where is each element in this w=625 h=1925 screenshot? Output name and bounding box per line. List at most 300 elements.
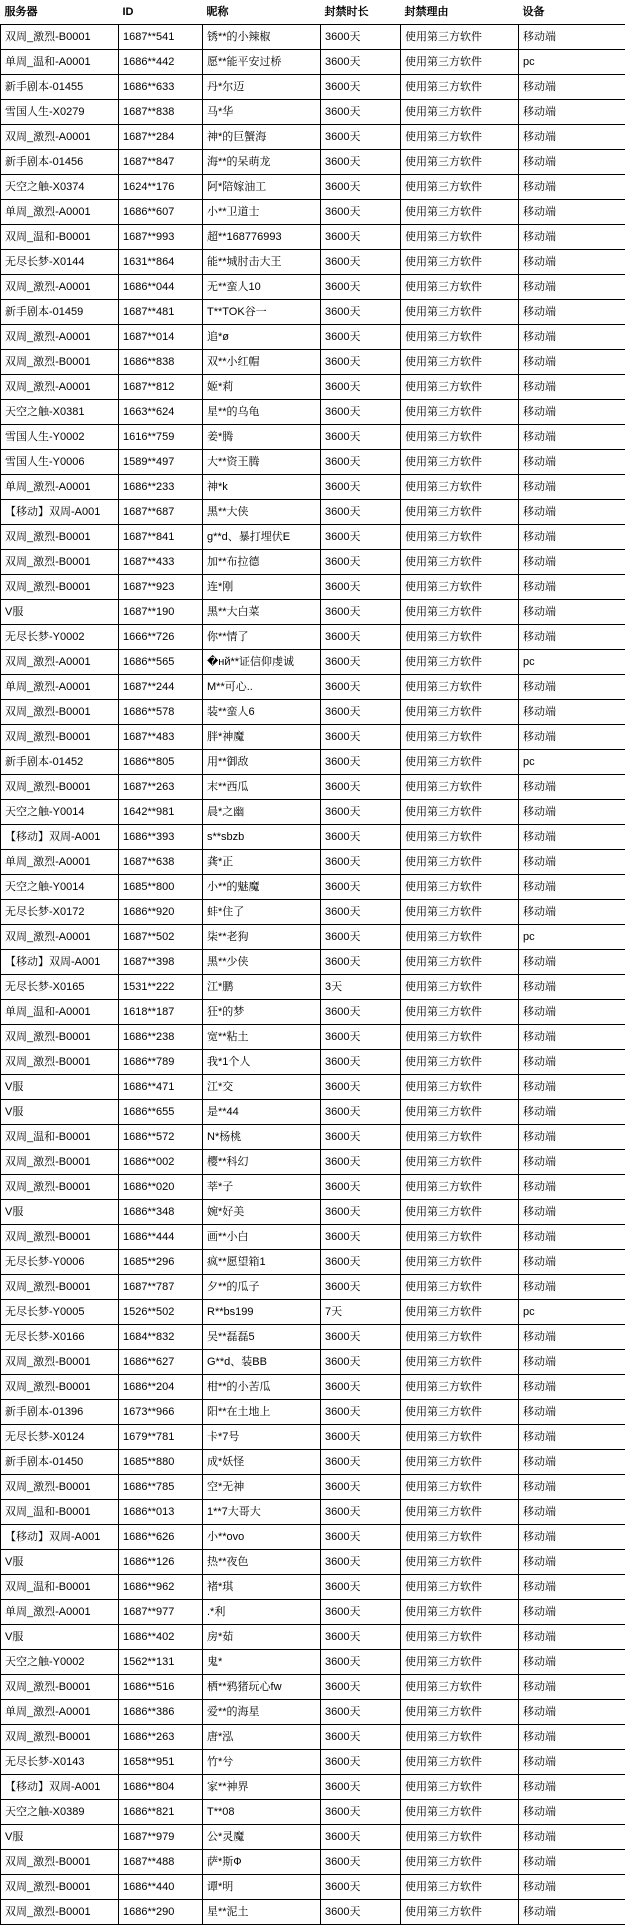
- cell-server: 单周_激烈-A0001: [1, 200, 119, 225]
- cell-server: 双周_激烈-B0001: [1, 775, 119, 800]
- cell-device: 移动端: [519, 150, 625, 175]
- cell-id: 1687**979: [119, 1825, 203, 1850]
- cell-duration: 3600天: [321, 775, 401, 800]
- cell-id: 1686**386: [119, 1700, 203, 1725]
- cell-duration: 3天: [321, 975, 401, 1000]
- cell-nickname: 婉*好美: [203, 1200, 321, 1225]
- table-row: [1, 925, 625, 950]
- cell-device: 移动端: [519, 825, 625, 850]
- table-row: [1, 1275, 625, 1300]
- table-row: [1, 125, 625, 150]
- cell-device: 移动端: [519, 900, 625, 925]
- cell-id: 1685**880: [119, 1450, 203, 1475]
- cell-id: 1687**481: [119, 300, 203, 325]
- cell-device: 移动端: [519, 1100, 625, 1125]
- cell-nickname: s**sbzb: [203, 825, 321, 850]
- cell-duration: 7天: [321, 1300, 401, 1325]
- cell-device: pc: [519, 650, 625, 675]
- table-row: [1, 1475, 625, 1500]
- cell-reason: 使用第三方软件: [401, 1675, 519, 1700]
- cell-nickname: 神*的巨蟹海: [203, 125, 321, 150]
- cell-device: 移动端: [519, 500, 625, 525]
- cell-id: 1686**838: [119, 350, 203, 375]
- cell-device: 移动端: [519, 1750, 625, 1775]
- cell-nickname: 你**情了: [203, 625, 321, 650]
- cell-reason: 使用第三方软件: [401, 1700, 519, 1725]
- table-row: [1, 1100, 625, 1125]
- cell-nickname: 画**小白: [203, 1225, 321, 1250]
- cell-duration: 3600天: [321, 1000, 401, 1025]
- cell-reason: 使用第三方软件: [401, 1250, 519, 1275]
- table-row: [1, 275, 625, 300]
- cell-id: 1686**013: [119, 1500, 203, 1525]
- cell-id: 1686**393: [119, 825, 203, 850]
- cell-duration: 3600天: [321, 700, 401, 725]
- cell-reason: 使用第三方软件: [401, 800, 519, 825]
- cell-device: 移动端: [519, 1350, 625, 1375]
- cell-server: 雪国人生-Y0002: [1, 425, 119, 450]
- table-row: [1, 1825, 625, 1850]
- cell-reason: 使用第三方软件: [401, 25, 519, 50]
- cell-nickname: 姬*莉: [203, 375, 321, 400]
- table-row: [1, 725, 625, 750]
- cell-server: 双周_激烈-B0001: [1, 1725, 119, 1750]
- cell-duration: 3600天: [321, 125, 401, 150]
- cell-nickname: 家**神界: [203, 1775, 321, 1800]
- cell-device: 移动端: [519, 300, 625, 325]
- cell-nickname: 我*1个人: [203, 1050, 321, 1075]
- cell-duration: 3600天: [321, 325, 401, 350]
- cell-nickname: 柑**的小苦瓜: [203, 1375, 321, 1400]
- cell-id: 1686**126: [119, 1550, 203, 1575]
- cell-nickname: 愿**能平安过桥: [203, 50, 321, 75]
- table-row: [1, 1125, 625, 1150]
- cell-server: 天空之触-Y0002: [1, 1650, 119, 1675]
- cell-reason: 使用第三方软件: [401, 1175, 519, 1200]
- cell-duration: 3600天: [321, 1550, 401, 1575]
- cell-device: 移动端: [519, 325, 625, 350]
- cell-server: 单周_激烈-A0001: [1, 850, 119, 875]
- cell-reason: 使用第三方软件: [401, 600, 519, 625]
- cell-reason: 使用第三方软件: [401, 1650, 519, 1675]
- cell-id: 1687**263: [119, 775, 203, 800]
- cell-reason: 使用第三方软件: [401, 1025, 519, 1050]
- cell-server: 双周_激烈-B0001: [1, 1025, 119, 1050]
- cell-server: 【移动】双周-A001: [1, 825, 119, 850]
- cell-reason: 使用第三方软件: [401, 1600, 519, 1625]
- cell-reason: 使用第三方软件: [401, 950, 519, 975]
- cell-id: 1687**433: [119, 550, 203, 575]
- cell-device: 移动端: [519, 1775, 625, 1800]
- cell-duration: 3600天: [321, 200, 401, 225]
- cell-id: 1618**187: [119, 1000, 203, 1025]
- cell-nickname: 黑**少侠: [203, 950, 321, 975]
- cell-reason: 使用第三方软件: [401, 350, 519, 375]
- cell-server: 无尽长梦-Y0002: [1, 625, 119, 650]
- cell-duration: 3600天: [321, 475, 401, 500]
- cell-server: 双周_激烈-B0001: [1, 1850, 119, 1875]
- cell-server: 单周_激烈-A0001: [1, 675, 119, 700]
- table-row: [1, 300, 625, 325]
- cell-device: 移动端: [519, 1825, 625, 1850]
- cell-id: 1687**190: [119, 600, 203, 625]
- cell-id: 1624**176: [119, 175, 203, 200]
- table-row: [1, 450, 625, 475]
- cell-reason: 使用第三方软件: [401, 775, 519, 800]
- cell-device: 移动端: [519, 1250, 625, 1275]
- cell-duration: 3600天: [321, 1900, 401, 1925]
- cell-server: 双周_激烈-B0001: [1, 1175, 119, 1200]
- cell-reason: 使用第三方软件: [401, 1450, 519, 1475]
- cell-nickname: 锈**的小辣椒: [203, 25, 321, 50]
- cell-reason: 使用第三方软件: [401, 1300, 519, 1325]
- table-row: [1, 1875, 625, 1900]
- cell-nickname: G**d、装BB: [203, 1350, 321, 1375]
- cell-duration: 3600天: [321, 1050, 401, 1075]
- table-row: [1, 1425, 625, 1450]
- cell-server: 新手剧本-01396: [1, 1400, 119, 1425]
- cell-id: 1686**565: [119, 650, 203, 675]
- cell-nickname: 龚*正: [203, 850, 321, 875]
- cell-reason: 使用第三方软件: [401, 850, 519, 875]
- cell-reason: 使用第三方软件: [401, 1200, 519, 1225]
- cell-reason: 使用第三方软件: [401, 225, 519, 250]
- cell-device: 移动端: [519, 1875, 625, 1900]
- cell-device: 移动端: [519, 100, 625, 125]
- table-row: [1, 550, 625, 575]
- cell-nickname: 丹*尔迈: [203, 75, 321, 100]
- cell-server: 双周_激烈-A0001: [1, 650, 119, 675]
- table-row: [1, 200, 625, 225]
- cell-server: 双周_激烈-B0001: [1, 25, 119, 50]
- cell-reason: 使用第三方软件: [401, 1075, 519, 1100]
- table-row: [1, 950, 625, 975]
- cell-nickname: 房*茹: [203, 1625, 321, 1650]
- cell-nickname: 大**资王腾: [203, 450, 321, 475]
- cell-duration: 3600天: [321, 825, 401, 850]
- cell-duration: 3600天: [321, 1625, 401, 1650]
- cell-reason: 使用第三方软件: [401, 675, 519, 700]
- cell-server: 双周_激烈-B0001: [1, 1150, 119, 1175]
- cell-server: 双周_激烈-B0001: [1, 1900, 119, 1925]
- cell-id: 1686**804: [119, 1775, 203, 1800]
- table-row: [1, 75, 625, 100]
- cell-device: 移动端: [519, 175, 625, 200]
- table-row: [1, 850, 625, 875]
- cell-id: 1673**966: [119, 1400, 203, 1425]
- cell-device: 移动端: [519, 575, 625, 600]
- cell-nickname: �нй**证信仰虔诚: [203, 650, 321, 675]
- table-row: [1, 775, 625, 800]
- cell-device: 移动端: [519, 25, 625, 50]
- table-row: [1, 625, 625, 650]
- cell-server: 单周_激烈-A0001: [1, 1700, 119, 1725]
- cell-device: 移动端: [519, 1675, 625, 1700]
- cell-duration: 3600天: [321, 150, 401, 175]
- cell-nickname: 唐*泓: [203, 1725, 321, 1750]
- cell-server: 天空之触-X0389: [1, 1800, 119, 1825]
- table-row: [1, 1775, 625, 1800]
- cell-server: 单周_激烈-A0001: [1, 1600, 119, 1625]
- cell-reason: 使用第三方软件: [401, 450, 519, 475]
- cell-reason: 使用第三方软件: [401, 1750, 519, 1775]
- cell-id: 1686**233: [119, 475, 203, 500]
- cell-duration: 3600天: [321, 1275, 401, 1300]
- cell-nickname: 用**御敌: [203, 750, 321, 775]
- cell-id: 1679**781: [119, 1425, 203, 1450]
- cell-device: 移动端: [519, 1475, 625, 1500]
- cell-nickname: 褚*琪: [203, 1575, 321, 1600]
- cell-duration: 3600天: [321, 1425, 401, 1450]
- cell-nickname: 公*灵魔: [203, 1825, 321, 1850]
- cell-nickname: 莘*子: [203, 1175, 321, 1200]
- cell-id: 1684**832: [119, 1325, 203, 1350]
- cell-server: 双周_激烈-B0001: [1, 1675, 119, 1700]
- cell-nickname: 江*鹏: [203, 975, 321, 1000]
- cell-nickname: 小**的魅魔: [203, 875, 321, 900]
- cell-id: 1686**440: [119, 1875, 203, 1900]
- cell-reason: 使用第三方软件: [401, 925, 519, 950]
- cell-device: 移动端: [519, 1325, 625, 1350]
- cell-server: 无尽长梦-X0144: [1, 250, 119, 275]
- cell-duration: 3600天: [321, 175, 401, 200]
- cell-reason: 使用第三方软件: [401, 725, 519, 750]
- table-row: [1, 525, 625, 550]
- cell-nickname: 成*妖怪: [203, 1450, 321, 1475]
- cell-reason: 使用第三方软件: [401, 1900, 519, 1925]
- cell-server: 双周_温和-B0001: [1, 1500, 119, 1525]
- cell-nickname: 1**7大哥大: [203, 1500, 321, 1525]
- cell-reason: 使用第三方软件: [401, 500, 519, 525]
- table-row: [1, 250, 625, 275]
- cell-nickname: T**TOK谷一: [203, 300, 321, 325]
- cell-device: 移动端: [519, 1900, 625, 1925]
- cell-reason: 使用第三方软件: [401, 750, 519, 775]
- cell-id: 1531**222: [119, 975, 203, 1000]
- cell-duration: 3600天: [321, 925, 401, 950]
- cell-nickname: 柒**老狗: [203, 925, 321, 950]
- cell-reason: 使用第三方软件: [401, 75, 519, 100]
- cell-nickname: 蚌*住了: [203, 900, 321, 925]
- cell-duration: 3600天: [321, 525, 401, 550]
- cell-device: 移动端: [519, 1150, 625, 1175]
- cell-nickname: 卡*7号: [203, 1425, 321, 1450]
- cell-reason: 使用第三方软件: [401, 1625, 519, 1650]
- cell-id: 1686**516: [119, 1675, 203, 1700]
- table-row: [1, 225, 625, 250]
- cell-server: 新手剧本-01459: [1, 300, 119, 325]
- cell-device: 移动端: [519, 1725, 625, 1750]
- cell-nickname: 吴**磊磊5: [203, 1325, 321, 1350]
- cell-nickname: 萨*斯Ф: [203, 1850, 321, 1875]
- cell-duration: 3600天: [321, 675, 401, 700]
- cell-duration: 3600天: [321, 1475, 401, 1500]
- table-row: [1, 875, 625, 900]
- cell-device: 移动端: [519, 1700, 625, 1725]
- table-row: [1, 1650, 625, 1675]
- cell-server: 无尽长梦-X0124: [1, 1425, 119, 1450]
- cell-nickname: 星**泥土: [203, 1900, 321, 1925]
- cell-device: 移动端: [519, 1375, 625, 1400]
- cell-server: 双周_温和-B0001: [1, 1575, 119, 1600]
- cell-nickname: 狂*的梦: [203, 1000, 321, 1025]
- cell-server: 双周_激烈-B0001: [1, 575, 119, 600]
- table-row: [1, 1550, 625, 1575]
- table-row: [1, 1600, 625, 1625]
- cell-device: 移动端: [519, 600, 625, 625]
- cell-nickname: g**d、暴打埋伏E: [203, 525, 321, 550]
- cell-server: 【移动】双周-A001: [1, 1775, 119, 1800]
- table-row: [1, 1050, 625, 1075]
- table-row: [1, 1450, 625, 1475]
- cell-nickname: 宽**粘土: [203, 1025, 321, 1050]
- cell-duration: 3600天: [321, 250, 401, 275]
- table-row: [1, 600, 625, 625]
- cell-reason: 使用第三方软件: [401, 125, 519, 150]
- cell-duration: 3600天: [321, 275, 401, 300]
- cell-device: 移动端: [519, 1525, 625, 1550]
- cell-server: 单周_激烈-A0001: [1, 475, 119, 500]
- cell-device: 移动端: [519, 275, 625, 300]
- cell-id: 1686**607: [119, 200, 203, 225]
- cell-nickname: 追*ø: [203, 325, 321, 350]
- cell-duration: 3600天: [321, 350, 401, 375]
- cell-id: 1687**638: [119, 850, 203, 875]
- cell-reason: 使用第三方软件: [401, 475, 519, 500]
- cell-nickname: 装**蛮人6: [203, 700, 321, 725]
- cell-device: pc: [519, 50, 625, 75]
- cell-id: 1685**800: [119, 875, 203, 900]
- cell-id: 1686**805: [119, 750, 203, 775]
- cell-id: 1687**398: [119, 950, 203, 975]
- cell-reason: 使用第三方软件: [401, 175, 519, 200]
- cell-duration: 3600天: [321, 1075, 401, 1100]
- table-row: [1, 350, 625, 375]
- cell-id: 1687**977: [119, 1600, 203, 1625]
- cell-device: 移动端: [519, 350, 625, 375]
- cell-id: 1687**244: [119, 675, 203, 700]
- cell-reason: 使用第三方软件: [401, 650, 519, 675]
- cell-nickname: 谭*明: [203, 1875, 321, 1900]
- cell-server: 天空之触-Y0014: [1, 800, 119, 825]
- cell-nickname: 星**的乌龟: [203, 400, 321, 425]
- cell-server: 双周_激烈-B0001: [1, 1050, 119, 1075]
- cell-server: 天空之触-X0374: [1, 175, 119, 200]
- table-row: [1, 900, 625, 925]
- cell-device: 移动端: [519, 75, 625, 100]
- cell-device: 移动端: [519, 1000, 625, 1025]
- cell-duration: 3600天: [321, 1350, 401, 1375]
- cell-duration: 3600天: [321, 1600, 401, 1625]
- cell-server: 双周_激烈-B0001: [1, 550, 119, 575]
- cell-id: 1687**502: [119, 925, 203, 950]
- table-row: [1, 400, 625, 425]
- cell-duration: 3600天: [321, 1325, 401, 1350]
- cell-duration: 3600天: [321, 550, 401, 575]
- cell-nickname: 超**168776993: [203, 225, 321, 250]
- cell-nickname: 小**卫道士: [203, 200, 321, 225]
- cell-duration: 3600天: [321, 1125, 401, 1150]
- cell-id: 1686**578: [119, 700, 203, 725]
- cell-device: 移动端: [519, 775, 625, 800]
- cell-duration: 3600天: [321, 850, 401, 875]
- cell-device: 移动端: [519, 1025, 625, 1050]
- table-row: [1, 175, 625, 200]
- cell-server: 双周_激烈-B0001: [1, 1350, 119, 1375]
- cell-id: 1658**951: [119, 1750, 203, 1775]
- cell-id: 1687**483: [119, 725, 203, 750]
- table-row: [1, 1250, 625, 1275]
- cell-id: 1687**923: [119, 575, 203, 600]
- cell-duration: 3600天: [321, 1025, 401, 1050]
- cell-server: 双周_激烈-B0001: [1, 1225, 119, 1250]
- cell-duration: 3600天: [321, 225, 401, 250]
- cell-duration: 3600天: [321, 1775, 401, 1800]
- cell-nickname: M**可心..: [203, 675, 321, 700]
- cell-id: 1631**864: [119, 250, 203, 275]
- cell-server: 无尽长梦-X0172: [1, 900, 119, 925]
- cell-reason: 使用第三方软件: [401, 525, 519, 550]
- cell-id: 1686**627: [119, 1350, 203, 1375]
- table-row: [1, 1750, 625, 1775]
- cell-server: 无尽长梦-X0165: [1, 975, 119, 1000]
- cell-reason: 使用第三方软件: [401, 1475, 519, 1500]
- cell-device: 移动端: [519, 950, 625, 975]
- cell-duration: 3600天: [321, 1250, 401, 1275]
- cell-id: 1686**290: [119, 1900, 203, 1925]
- cell-device: 移动端: [519, 1600, 625, 1625]
- cell-device: 移动端: [519, 1800, 625, 1825]
- cell-reason: 使用第三方软件: [401, 1725, 519, 1750]
- cell-nickname: 热**夜色: [203, 1550, 321, 1575]
- table-row: [1, 1500, 625, 1525]
- cell-id: 1562**131: [119, 1650, 203, 1675]
- cell-server: 双周_激烈-B0001: [1, 1875, 119, 1900]
- cell-device: 移动端: [519, 1400, 625, 1425]
- table-row: [1, 1175, 625, 1200]
- cell-duration: 3600天: [321, 1725, 401, 1750]
- cell-duration: 3600天: [321, 1850, 401, 1875]
- cell-duration: 3600天: [321, 800, 401, 825]
- cell-id: 1686**402: [119, 1625, 203, 1650]
- cell-device: 移动端: [519, 1850, 625, 1875]
- cell-id: 1526**502: [119, 1300, 203, 1325]
- cell-device: 移动端: [519, 1450, 625, 1475]
- table-row: [1, 1625, 625, 1650]
- cell-id: 1686**785: [119, 1475, 203, 1500]
- cell-device: 移动端: [519, 1550, 625, 1575]
- cell-server: 双周_激烈-B0001: [1, 700, 119, 725]
- column-header-device: 设备: [519, 0, 625, 25]
- cell-id: 1687**812: [119, 375, 203, 400]
- cell-server: 单周_温和-A0001: [1, 50, 119, 75]
- cell-id: 1687**847: [119, 150, 203, 175]
- cell-duration: 3600天: [321, 1650, 401, 1675]
- cell-id: 1666**726: [119, 625, 203, 650]
- cell-reason: 使用第三方软件: [401, 400, 519, 425]
- cell-id: 1686**044: [119, 275, 203, 300]
- cell-server: 单周_温和-A0001: [1, 1000, 119, 1025]
- cell-server: 无尽长梦-Y0006: [1, 1250, 119, 1275]
- cell-device: 移动端: [519, 1625, 625, 1650]
- table-row: [1, 575, 625, 600]
- cell-duration: 3600天: [321, 950, 401, 975]
- cell-duration: 3600天: [321, 725, 401, 750]
- cell-nickname: 空*无神: [203, 1475, 321, 1500]
- cell-device: 移动端: [519, 550, 625, 575]
- table-row: [1, 975, 625, 1000]
- cell-reason: 使用第三方软件: [401, 200, 519, 225]
